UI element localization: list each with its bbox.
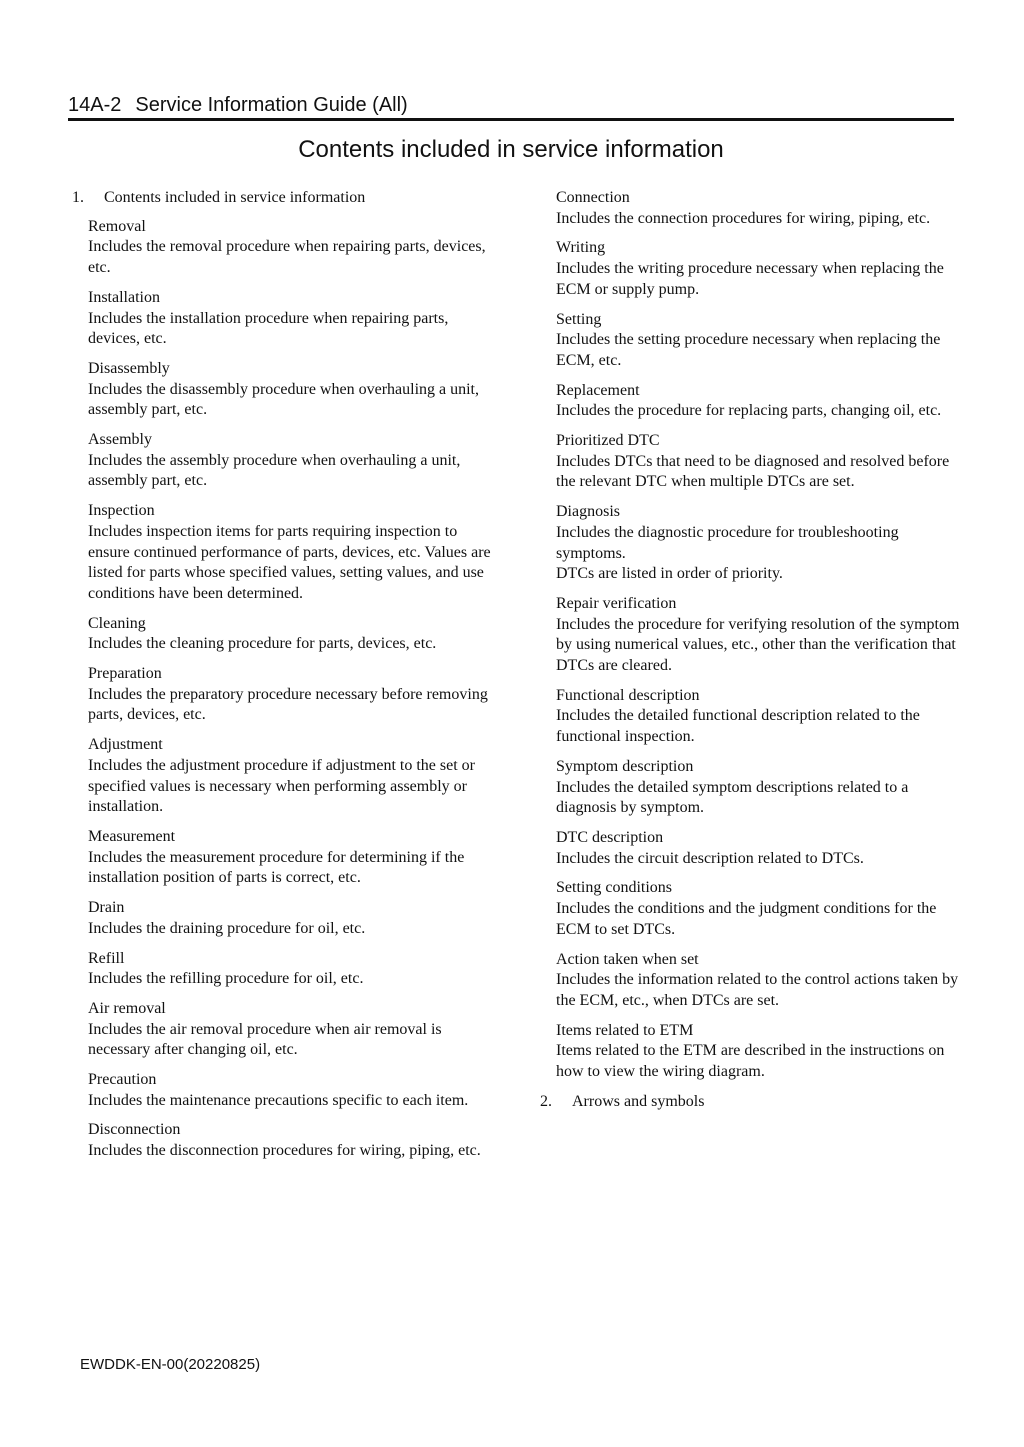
entry-description: Includes the connection procedures for wiring, piping, etc. <box>556 209 931 227</box>
entry-description: Includes the assembly procedure when overhauling a unit, assembly part, etc. <box>88 451 461 490</box>
entry-term: Items related to ETM <box>556 1021 694 1039</box>
content-entry <box>540 594 960 677</box>
entry-term: Replacement <box>556 381 640 399</box>
content-entry <box>540 238 960 300</box>
entry-term: Installation <box>88 288 160 306</box>
entry-term: Setting conditions <box>556 879 672 897</box>
content-entry <box>540 757 960 819</box>
entry-description: Includes the diagnostic procedure for troubleshooting symptoms. <box>556 523 899 562</box>
entry-term: Disconnection <box>88 1121 181 1139</box>
entry-description: Includes the air removal procedure when air removal is necessary after changing oil, etc. <box>88 1020 442 1059</box>
content-entry <box>540 188 960 229</box>
content-entry <box>72 1070 502 1111</box>
entry-description: Includes the circuit description related to DTCs. <box>556 849 864 867</box>
content-entry <box>72 664 502 726</box>
entry-term: Functional description <box>556 686 700 704</box>
entry-description: Includes the detailed functional description related to the functional inspection. <box>556 707 920 746</box>
guide-title: Service Information Guide (All) <box>135 94 408 116</box>
entry-term: Measurement <box>88 827 176 845</box>
entry-description: Includes inspection items for parts requiring inspection to ensure continued performance of parts, devices, etc. Values are listed for parts whose specified values, setting values, and use conditions have been determined. <box>88 522 491 602</box>
content-entry <box>72 217 502 279</box>
content-entry <box>540 686 960 748</box>
content-entry <box>540 828 960 869</box>
entry-term: Inspection <box>88 502 155 520</box>
entry-term: Cleaning <box>88 614 146 632</box>
content-entry <box>540 310 960 372</box>
entry-term: Air removal <box>88 999 166 1017</box>
entry-term: Writing <box>556 239 606 257</box>
entry-description: Includes the measurement procedure for determining if the installation position of parts is correct, etc. <box>88 848 465 887</box>
right-entry-list <box>540 188 960 1083</box>
entry-description: Includes the refilling procedure for oil, etc. <box>88 970 364 988</box>
entry-term: Removal <box>88 217 146 235</box>
entry-term: Setting <box>556 310 602 328</box>
entry-description: Includes the preparatory procedure necessary before removing parts, devices, etc. <box>88 685 488 724</box>
content-entry <box>72 614 502 655</box>
content-entry <box>72 359 502 421</box>
content-entry <box>72 1120 502 1161</box>
entry-term: Repair verification <box>556 594 677 612</box>
entry-description: Includes the writing procedure necessary when replacing the ECM or supply pump. <box>556 260 944 298</box>
entry-term: Preparation <box>88 665 162 683</box>
entry-term: Precaution <box>88 1071 157 1089</box>
entry-term: Symptom description <box>556 757 694 775</box>
entry-description: Includes the maintenance precautions specific to each item. <box>88 1091 469 1109</box>
content-entry <box>540 381 960 422</box>
page-header <box>68 92 954 118</box>
page-code: 14A-2 <box>68 94 122 116</box>
entry-term: Connection <box>556 189 630 206</box>
page-title: Contents included in service information <box>298 136 724 163</box>
content-entry <box>540 1021 960 1083</box>
section-label: Arrows and symbols <box>572 1092 705 1110</box>
section-number: 2. <box>540 1092 552 1110</box>
entry-description: Includes DTCs that need to be diagnosed and resolved before the relevant DTC when multiple DTCs are set. <box>556 452 950 491</box>
entry-term: Action taken when set <box>556 950 699 968</box>
entry-description: Items related to the ETM are described in the instructions on how to view the wiring diagram. <box>556 1042 945 1081</box>
entry-description: Includes the adjustment procedure if adjustment to the set or specified values is necessary when performing assembly or installation. <box>88 756 475 816</box>
entry-description: Includes the installation procedure when repairing parts, devices, etc. <box>88 309 449 348</box>
content-entry <box>72 430 502 492</box>
entry-description: Includes the disconnection procedures for wiring, piping, etc. <box>88 1142 481 1160</box>
left-entry-list <box>72 217 502 1162</box>
entry-description: Includes the disassembly procedure when overhauling a unit, assembly part, etc. <box>88 380 479 419</box>
entry-description: Includes the setting procedure necessary when replacing the ECM, etc. <box>556 331 941 369</box>
entry-term: Disassembly <box>88 359 170 377</box>
right-column <box>540 188 960 1112</box>
content-entry <box>540 878 960 940</box>
entry-description: Includes the cleaning procedure for parts, devices, etc. <box>88 635 437 653</box>
content-entry <box>72 898 502 939</box>
section-1-heading <box>72 188 502 209</box>
entry-description: Includes the removal procedure when repairing parts, devices, etc. <box>88 238 486 277</box>
left-column <box>72 188 502 1171</box>
content-entry <box>540 502 960 585</box>
entry-term: Drain <box>88 899 125 917</box>
entry-description: Includes the conditions and the judgment conditions for the ECM to set DTCs. <box>556 900 937 938</box>
entry-description: Includes the information related to the control actions taken by the ECM, etc., when DTCs are set. <box>556 971 959 1009</box>
entry-term: DTC description <box>556 828 664 846</box>
entry-description: Includes the procedure for replacing parts, changing oil, etc. <box>556 402 942 420</box>
document-code-footer: EWDDK-EN-00(20220825) <box>80 1356 261 1373</box>
entry-description: Includes the draining procedure for oil, etc. <box>88 919 366 937</box>
header-rule <box>68 118 954 121</box>
entry-description-note: DTCs are listed in order of priority. <box>556 565 783 583</box>
section-2-heading <box>540 1092 960 1113</box>
content-entry <box>72 501 502 605</box>
content-entry <box>72 999 502 1061</box>
content-entry <box>72 288 502 350</box>
entry-term: Diagnosis <box>556 503 620 521</box>
entry-term: Prioritized DTC <box>556 432 660 450</box>
entry-description: Includes the detailed symptom descriptions related to a diagnosis by symptom. <box>556 778 909 817</box>
content-entry <box>540 431 960 493</box>
entry-term: Refill <box>88 949 125 967</box>
section-label: Contents included in service information <box>104 189 366 206</box>
content-entry <box>540 950 960 1012</box>
content-entry <box>72 735 502 818</box>
section-number: 1. <box>72 189 84 206</box>
entry-description: Includes the procedure for verifying resolution of the symptom by using numerical values, etc., other than the verification that DTCs are cleared. <box>556 615 960 675</box>
content-entry <box>72 949 502 990</box>
entry-term: Adjustment <box>88 736 163 754</box>
entry-term: Assembly <box>88 431 152 449</box>
content-entry <box>72 827 502 889</box>
